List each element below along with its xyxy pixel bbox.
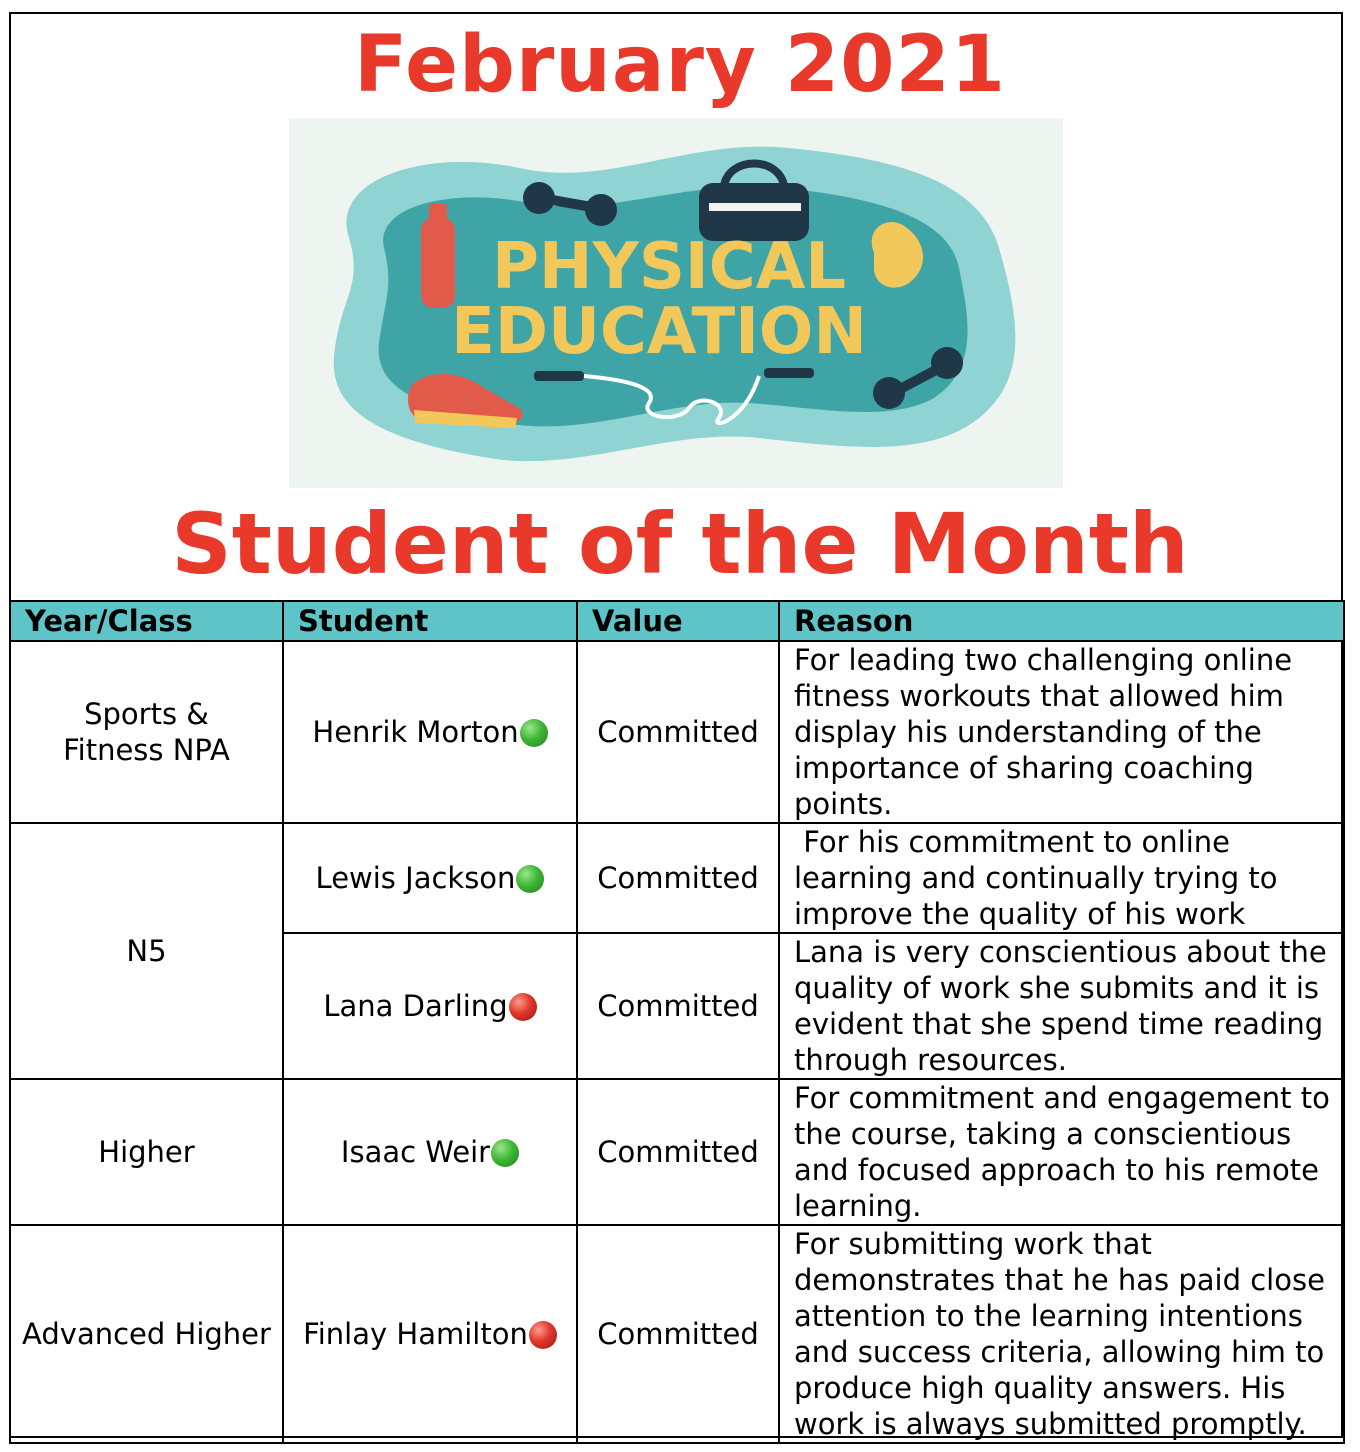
value-cell: Committed bbox=[577, 641, 779, 823]
reason-cell: For commitment and engagement to the course, taking a conscientious and focused approach to his remote learning. bbox=[779, 1079, 1344, 1225]
status-green-icon bbox=[491, 1139, 519, 1167]
header-reason: Reason bbox=[779, 601, 1344, 641]
value-cell: Committed bbox=[577, 1079, 779, 1225]
header-year-class: Year/Class bbox=[10, 601, 283, 641]
banner-line2: EDUCATION bbox=[451, 295, 867, 369]
student-name: Isaac Weir bbox=[340, 1135, 491, 1169]
year-class-cell: N5 bbox=[10, 823, 283, 1079]
month-title: February 2021 bbox=[353, 20, 1007, 110]
value-cell: Committed bbox=[577, 823, 779, 933]
year-class-cell: Sports & Fitness NPA bbox=[10, 641, 283, 823]
header-value: Value bbox=[577, 601, 779, 641]
status-red-icon bbox=[529, 1321, 557, 1349]
table-row bbox=[10, 1225, 1344, 1443]
student-cell bbox=[283, 823, 577, 933]
table-header-row bbox=[10, 601, 1344, 641]
header-student: Student bbox=[283, 601, 577, 641]
main-title: Student of the Month bbox=[171, 495, 1189, 593]
reason-cell: For submitting work that demonstrates that he has paid close attention to the learning intentions and success criteria, allowing him to produce high quality answers. His work is always submitted promptly. bbox=[779, 1225, 1344, 1443]
student-cell bbox=[283, 641, 577, 823]
student-cell bbox=[283, 1225, 577, 1443]
table-row bbox=[10, 641, 1344, 823]
status-green-icon bbox=[516, 865, 544, 893]
status-red-icon bbox=[509, 993, 537, 1021]
student-name: Lana Darling bbox=[323, 989, 508, 1023]
value-cell: Committed bbox=[577, 1225, 779, 1443]
student-cell bbox=[283, 933, 577, 1079]
table-row bbox=[10, 1079, 1344, 1225]
value-cell: Committed bbox=[577, 933, 779, 1079]
year-class-cell: Advanced Higher bbox=[10, 1225, 283, 1443]
reason-cell: Lana is very conscientious about the quality of work she submits and it is evident that she spend time reading through resources. bbox=[779, 933, 1344, 1079]
student-name: Finlay Hamilton bbox=[303, 1317, 528, 1351]
reason-cell: For his commitment to online learning and continually trying to improve the quality of his work bbox=[779, 823, 1344, 933]
student-name: Henrik Morton bbox=[312, 715, 519, 749]
status-green-icon bbox=[520, 719, 548, 747]
student-name: Lewis Jackson bbox=[315, 861, 516, 895]
year-class-cell: Higher bbox=[10, 1079, 283, 1225]
reason-cell: For leading two challenging online fitness workouts that allowed him display his understanding of the importance of sharing coaching points. bbox=[779, 641, 1344, 823]
banner-line1: PHYSICAL bbox=[492, 230, 846, 304]
student-cell bbox=[283, 1079, 577, 1225]
student-table bbox=[9, 600, 1345, 1444]
physical-education-banner bbox=[289, 118, 1063, 488]
table-row bbox=[10, 823, 1344, 933]
